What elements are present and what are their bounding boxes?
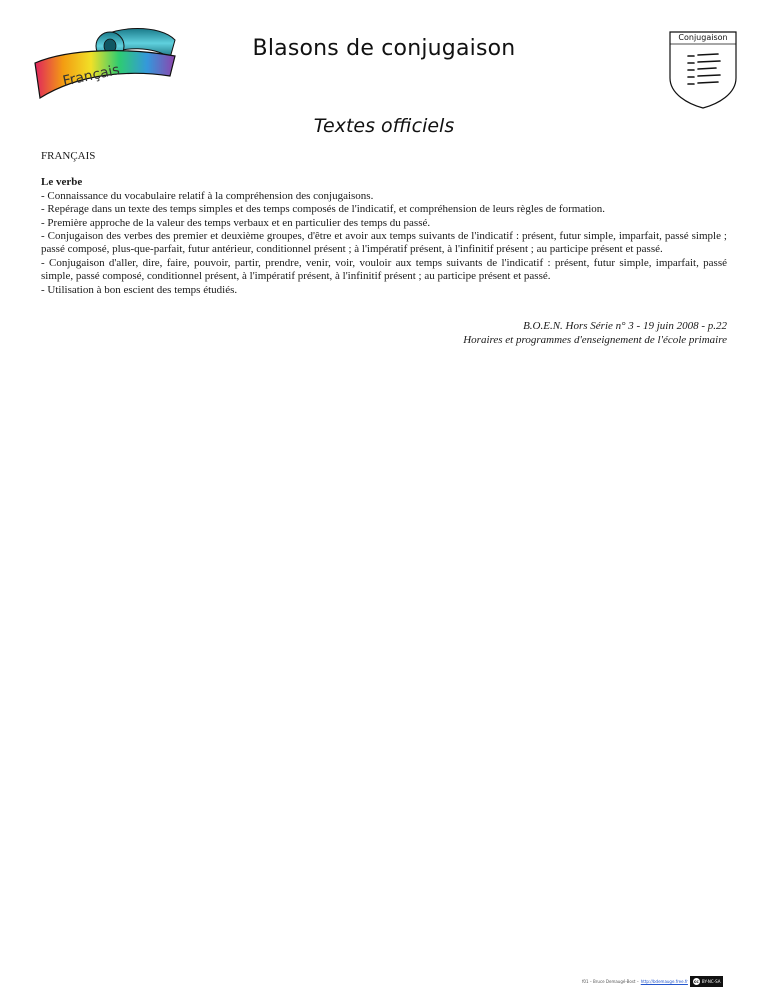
text-line: - Conjugaison des verbes des premier et deuxième groupes, d'être et avoir aux temps suivants de l'indicatif : présent, futur simple, imparfait, passé simple ; passé composé, plus-que-parfait, futur antérieur, conditionnel présent ; à l'impératif présent, à l'infinitif présent ; au participe présent et passé. (41, 230, 727, 256)
official-text-body (41, 150, 727, 297)
section-heading: FRANÇAIS (41, 150, 96, 162)
text-line: - Utilisation à bon escient des temps étudiés. (41, 283, 238, 296)
text-line: - Repérage dans un texte des temps simples et des temps composés de l'indicatif, et compréhension de leurs règles de formation. (41, 203, 606, 216)
footer-credit: f01 – Bruce Demaugé-Bost – (582, 978, 639, 984)
cc-license-badge (690, 976, 724, 987)
conjugaison-shield-icon (668, 30, 738, 110)
footer (582, 976, 723, 986)
page-subtitle: Textes officiels (313, 115, 455, 137)
creative-commons-icon: cc (694, 978, 699, 984)
citation-source: B.O.E.N. Hors Série n° 3 - 19 juin 2008 - p.22 (523, 320, 727, 332)
text-line: - Connaissance du vocabulaire relatif à la compréhension des conjugaisons. (41, 189, 374, 202)
shield-label: Conjugaison (678, 33, 728, 42)
footer-link[interactable]: http://bdemauge.free.fr (640, 978, 688, 984)
francais-ribbon-logo (30, 18, 180, 108)
citation-title: Horaires et programmes d'enseignement de l'école primaire (463, 334, 727, 346)
page-title: Blasons de conjugaison (252, 36, 516, 61)
subheading-le-verbe: Le verbe (41, 176, 83, 189)
citation (327, 319, 727, 347)
text-line: - Première approche de la valeur des temps verbaux et en particulier des temps du passé. (41, 216, 431, 229)
logo-text: Français (61, 62, 122, 90)
text-line: - Conjugaison d'aller, dire, faire, pouvoir, partir, prendre, venir, voir, vouloir aux temps suivants de l'indicatif : présent, futur simple, imparfait, passé simple, passé composé, conditionnel présent, à l'impératif présent, à l'infinitif présent ; au participe présent et passé. (41, 256, 727, 283)
license-text: BY-NC-SA (701, 978, 721, 984)
